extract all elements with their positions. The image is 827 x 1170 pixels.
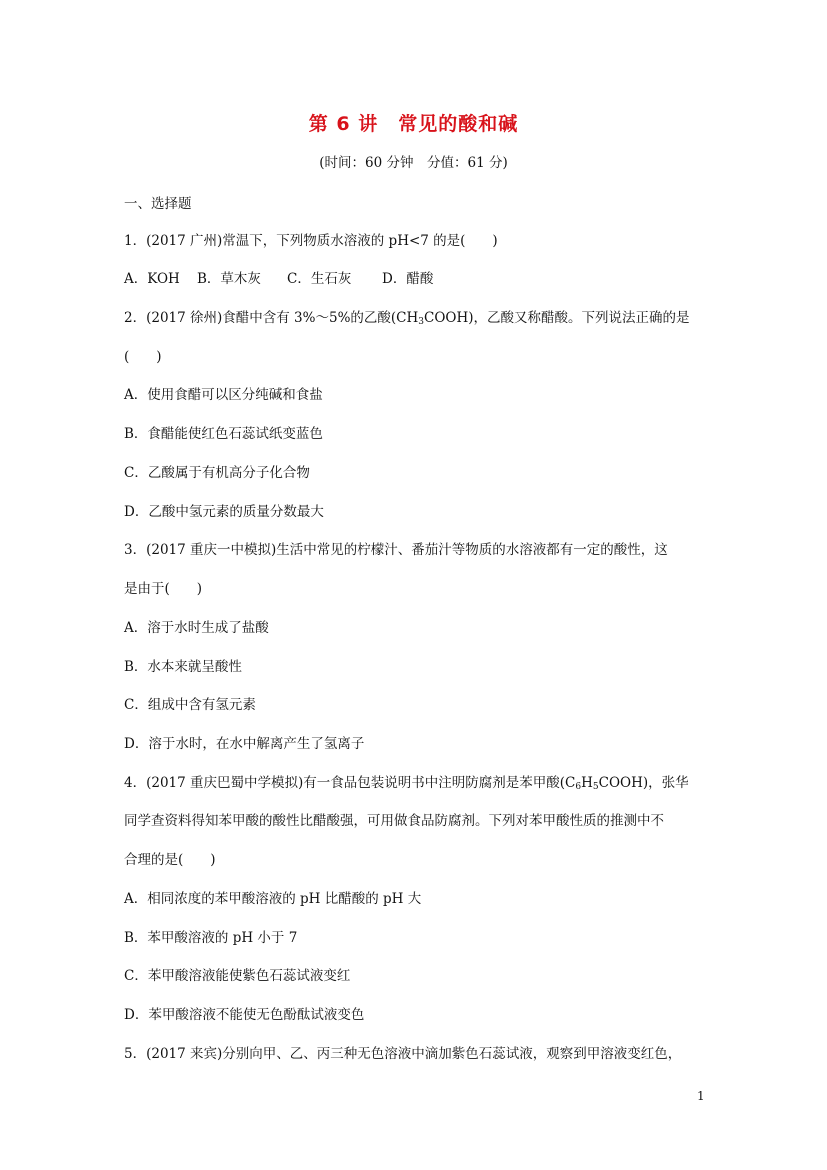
q2-subscript: 3 <box>418 317 424 327</box>
q4-option-c: C．苯甲酸溶液能使紫色石蕊试液变红 <box>124 968 351 984</box>
q4-option-b: B．苯甲酸溶液的 pH 小于 7 <box>124 930 298 946</box>
q3-option-c: C．组成中含有氢元素 <box>124 697 256 713</box>
q4-stem-part: H <box>581 775 593 791</box>
q3-option-a: A．溶于水时生成了盐酸 <box>124 620 269 636</box>
q4-subscript: 6 <box>575 782 582 792</box>
q1-option-d: D．醋酸 <box>382 271 434 287</box>
question-1-options <box>124 267 433 287</box>
q4-option-a: A．相同浓度的苯甲酸溶液的 pH 比醋酸的 pH 大 <box>124 891 422 907</box>
q2-option-a: A．使用食醋可以区分纯碱和食盐 <box>124 387 323 403</box>
question-4-stem-cont2: 合理的是( ) <box>124 852 216 868</box>
q3-option-b: B．水本来就呈酸性 <box>124 659 242 675</box>
question-2-stem <box>124 306 690 327</box>
q4-stem-part: COOH)，张华 <box>598 775 689 791</box>
q2-option-b: B．食醋能使红色石蕊试纸变蓝色 <box>124 426 323 442</box>
section-heading: 一、选择题 <box>124 196 192 212</box>
question-3-stem-cont: 是由于( ) <box>124 581 203 597</box>
question-2-blank: ( ) <box>124 349 162 365</box>
question-4-stem <box>124 771 689 792</box>
page-number: 1 <box>697 1089 705 1103</box>
question-1-stem: 1．(2017 广州)常温下，下列物质水溶液的 pH<7 的是( ) <box>124 233 498 249</box>
q1-option-b: B．草木灰 <box>197 271 261 287</box>
page-title: 第 6 讲 常见的酸和碱 <box>308 113 519 135</box>
q2-option-c: C．乙酸属于有机高分子化合物 <box>124 465 310 481</box>
q1-option-a: A．KOH <box>124 271 180 287</box>
q2-stem-part: COOH)，乙酸又称醋酸。下列说法正确的是 <box>424 310 690 326</box>
q4-stem-part: 4．(2017 重庆巴蜀中学模拟)有一食品包装说明书中注明防腐剂是苯甲酸(C <box>124 775 576 791</box>
q4-subscript: 5 <box>592 782 599 792</box>
question-3-stem: 3．(2017 重庆一中模拟)生活中常见的柠檬汁、番茄汁等物质的水溶液都有一定的酸性，这 <box>124 542 668 558</box>
question-4-stem-cont: 同学查资料得知苯甲酸的酸性比醋酸强，可用做食品防腐剂。下列对苯甲酸性质的推测中不 <box>124 813 664 829</box>
q2-stem-part: 2．(2017 徐州)食醋中含有 3%～5%的乙酸(CH <box>124 310 419 326</box>
question-5-stem: 5．(2017 来宾)分别向甲、乙、丙三种无色溶液中滴加紫色石蕊试液，观察到甲溶液变红色， <box>124 1046 682 1062</box>
q2-option-d: D．乙酸中氢元素的质量分数最大 <box>124 504 324 520</box>
q1-option-c: C．生石灰 <box>287 271 352 287</box>
page-subtitle: (时间：60 分钟 分值：61 分) <box>319 155 508 171</box>
q3-option-d: D．溶于水时，在水中解离产生了氢离子 <box>124 736 365 752</box>
q4-option-d: D．苯甲酸溶液不能使无色酚酞试液变色 <box>124 1007 365 1023</box>
